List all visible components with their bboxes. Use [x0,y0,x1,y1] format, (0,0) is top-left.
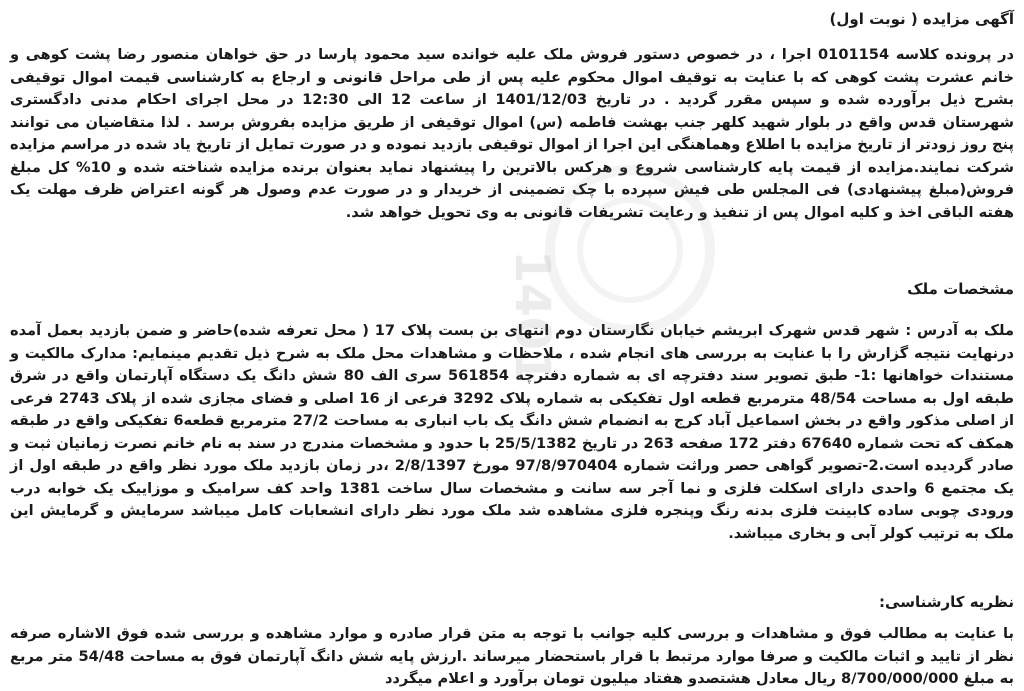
expert-opinion-title: نظریه کارشناسی: [879,593,1014,611]
notice-title: آگهی مزایده ( نوبت اول) [829,10,1014,28]
intro-paragraph: در پرونده کلاسه 0101154 اجرا ، در خصوص دستور فروش ملک علیه خوانده سید محمود پارسا در حق خواهان منصور رضا پشت کوهی و خانم عشرت پشت کوهی که با عنایت به توقیف اموال محکوم علیه پس از طی مراحل قانونی و ارجاع به کارشناسی قیمت اموال توقیفی بشرح ذیل برآورده شده و سپس مقرر گردید . در تاریخ 1401/12/03 از ساعت 12 الی 12:30 در محل اجرای احکام مدنی دادگستری شهرستان قدس واقع در بلوار شهید کلهر جنب بهشت فاطمه (س) اموال توقیفی از طریق مزایده بفروش برسد . لذا متقاضیان می توانند پنج روز زودتر از تاریخ مزایده با اطلاع وهماهنگی این اجرا از اموال توقیفی بازدید نموده و در صورت تمایل از تاریخ یاد شده در مراسم مزایده شرکت نمایند.مزایده از قیمت پایه کارشناسی شروع و هرکس بالاترین را پیشنهاد نماید بعنوان برنده مزایده شناخته شده و 10% کل مبلغ فروش(مبلغ پیشنهادی) فی المجلس طی فیش سپرده با چک تضمینی از خریدار و در صورت عدم وصول هر گونه اعتراض ظرف مهلت یک هفته الباقی اخذ و کلیه اموال پس از تنفیذ و رعایت تشریفات قانونی به وی تحویل خواهد شد. [10,46,1015,221]
property-specs-title: مشخصات ملک [907,280,1014,298]
property-specs-paragraph: ملک به آدرس : شهر قدس شهرک ابریشم خیابان نگارستان دوم انتهای بن بست پلاک 17 ( محل تعرفه شده)حاضر و ضمن بازدید بعمل آمده درنهایت نتیجه گزارش را با عنایت به بررسی های انجام شده ، ملاحظات و مشاهدات محل ملک به شرح ذیل تقدیم مینمایم: مدارک مالکیت و مستندات خواهانها :1- طبق تصویر سند دفترچه ای به شماره دفترچه 561854 سری الف 80 شش دانگ یک دستگاه آپارتمان واقع در شرق طبقه اول به مساحت 48/54 مترمربع قطعه اول تفکیکی به شماره پلاک 3292 فرعی از 16 اصلی و فضای مجازی شده از پلاک 2743 فرعی از اصلی مذکور واقع در بخش اسماعیل آباد کرج به انضمام شش دانگ یک باب انباری به مساحت 27/2 مترمربع قطعه6 تفکیکی واقع در طبقه همکف که تحت شماره 67640 دفتر 172 صفحه 263 در تاریخ 25/5/1382 با حدود و مشخصات مندرج در سند به نام خانم نصرت زمانیان ثبت و صادر گردیده است.2-تصویر گواهی حصر وراثت شماره 97/8/970404 مورخ 2/8/1397 ،در زمان بازدید ملک مورد نظر واقع در طبقه اول از یک مجتمع 6 واحدی دارای اسکلت فلزی و نما آجر سه سانت و مشخصات سال ساخت 1381 واحد کف سرامیک و موزاییک یک خوابه درب ورودی چوبی ساده کابینت فلزی بدنه رنگ وپنجره فلزی مشاهده شد ملک مورد نظر دارای انشعابات کامل میباشد سرمایش و گرمایش این ملک به ترتیب کولر آبی و بخاری میباشد. [10,322,1015,542]
watermark-number: 1401 [504,250,560,384]
expert-opinion-paragraph: با عنایت به مطالب فوق و مشاهدات و بررسی کلیه جوانب با توجه به متن قرار صادره و موارد مشاهده و بررسی شده فوق الاشاره صرفه نظر از تایید و اثبات مالکیت و صرفا موارد مرتبط با قرار باستحضار میرساند .ارزش پایه شش دانگ آپارتمان فوق به مساحت 54/48 متر مربع به مبلغ 8/700/000/000 ریال معادل هشتصدو هفتاد میلیون تومان برآورد و اعلام میگردد [10,625,1014,687]
